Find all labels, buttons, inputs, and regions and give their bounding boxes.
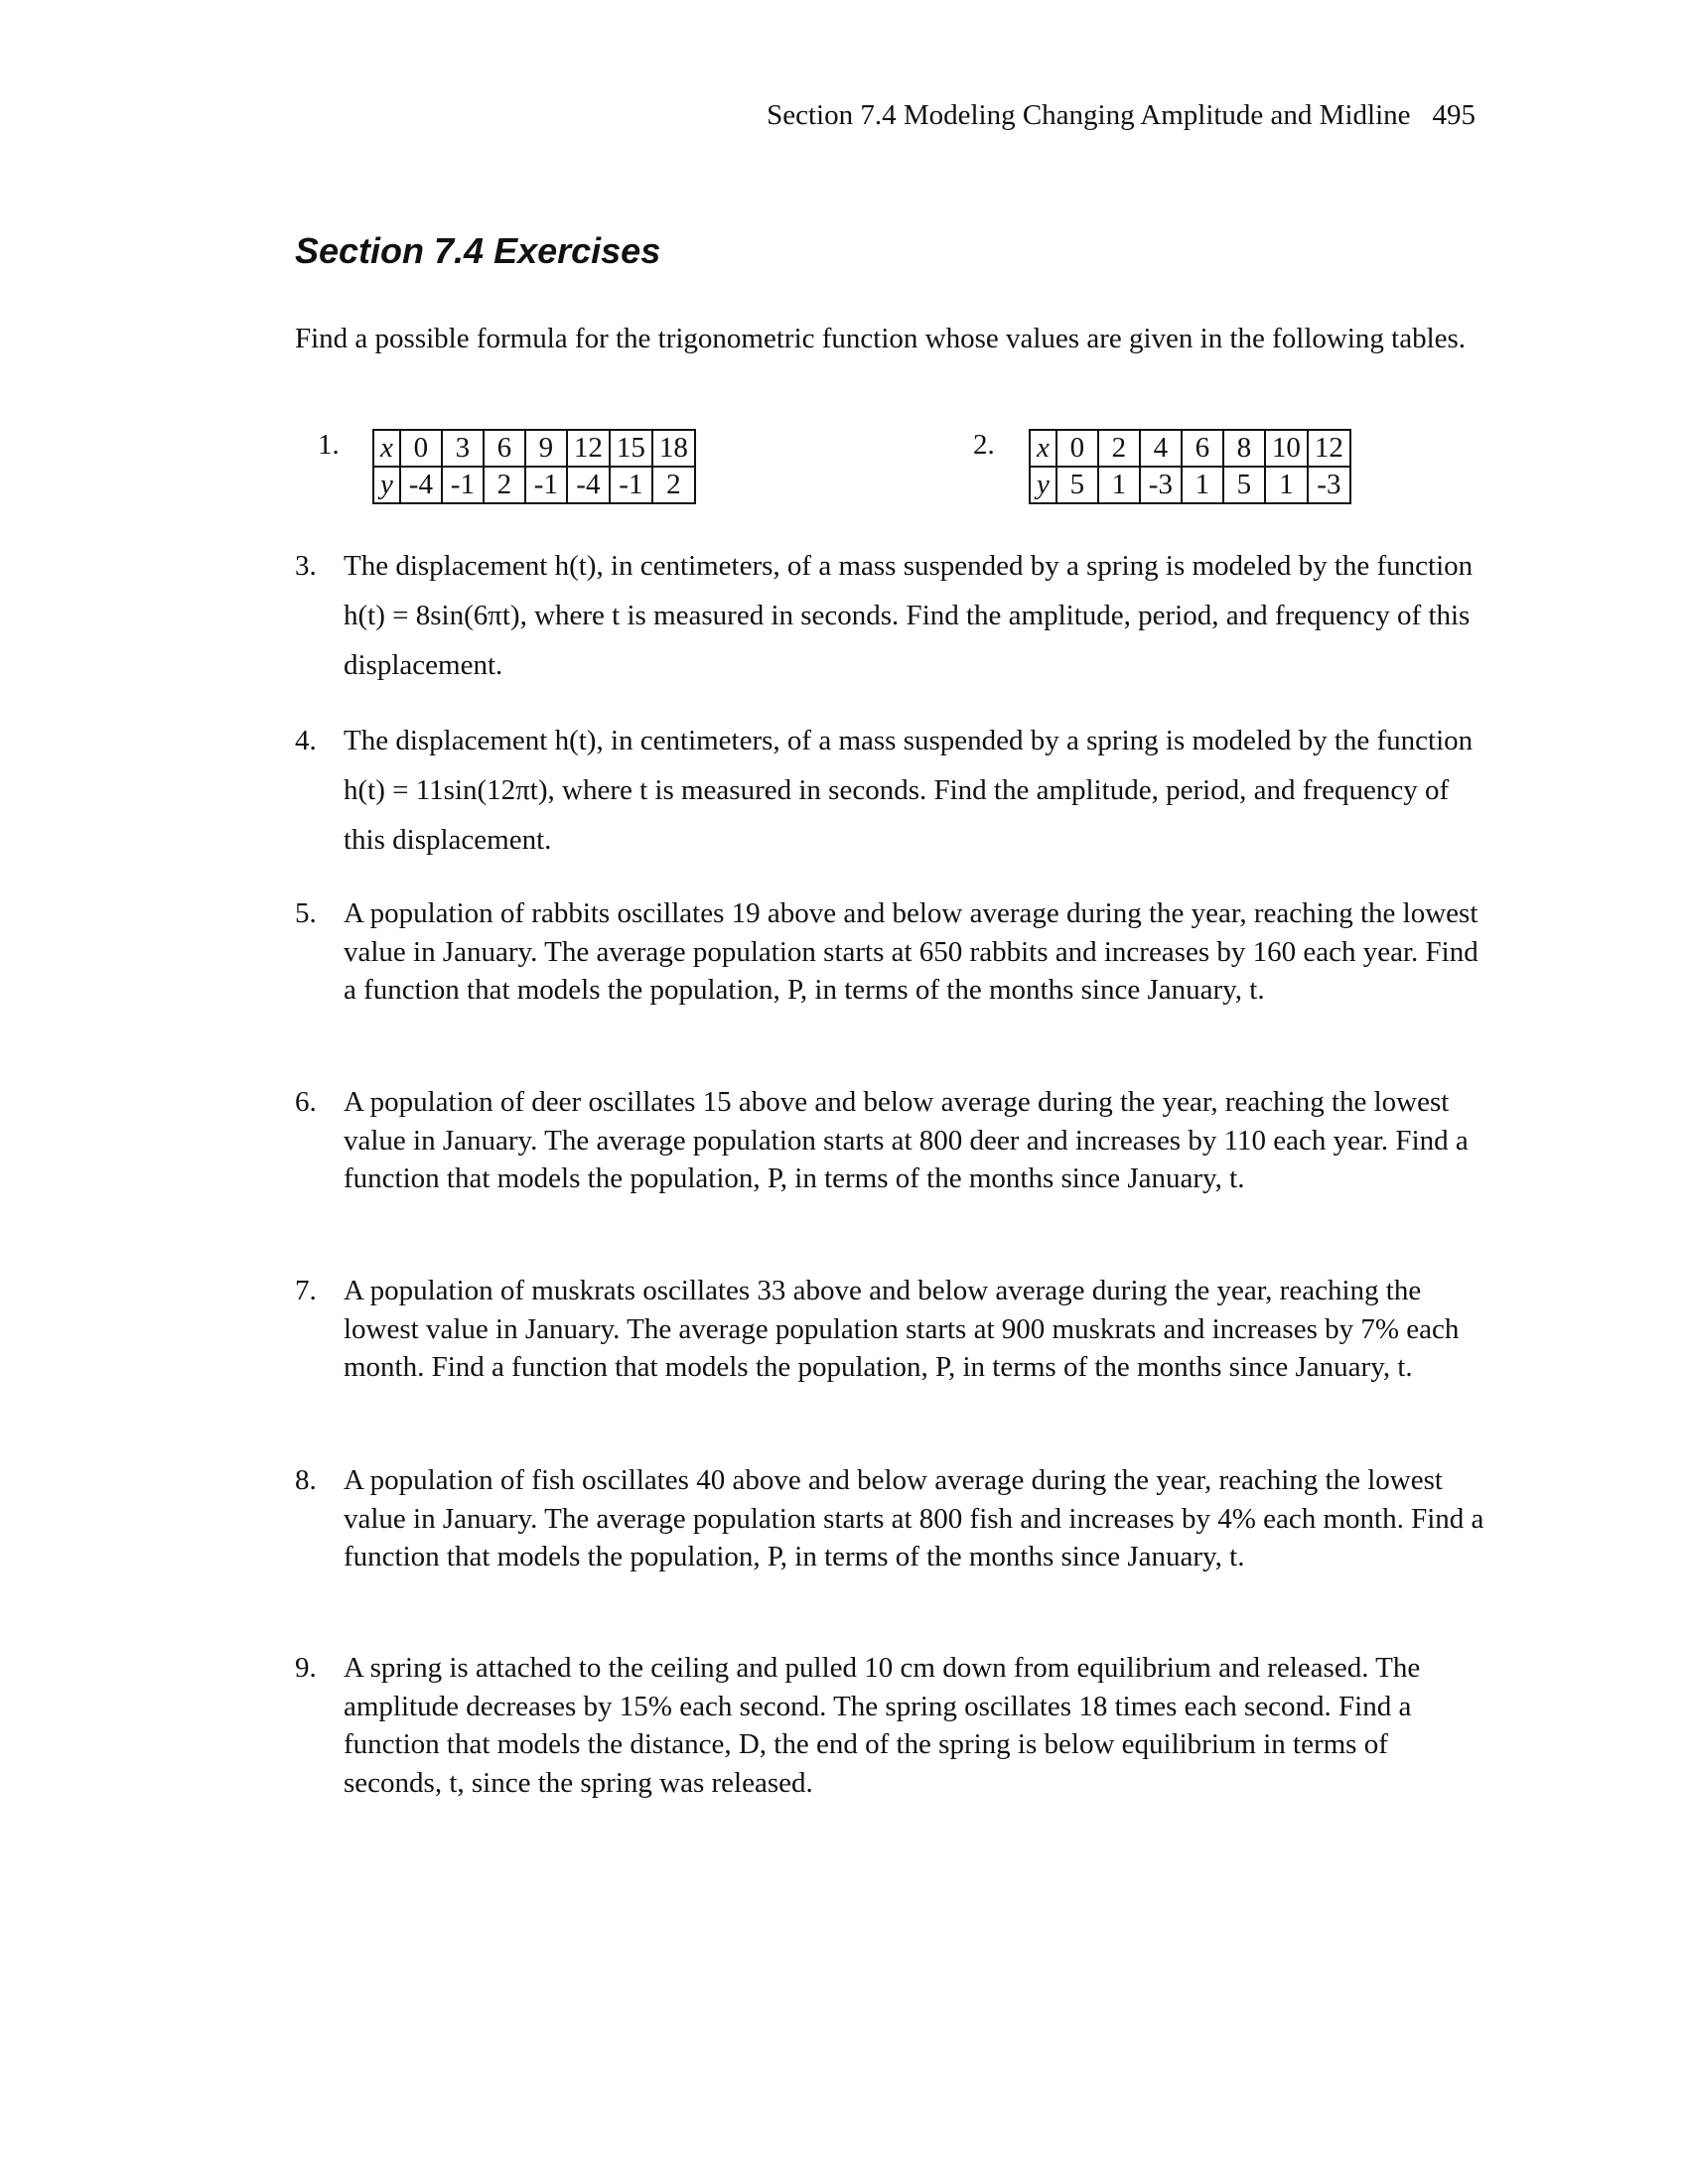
exercise-6 xyxy=(295,1083,1486,1198)
exercise-text: A population of rabbits oscillates 19 above and below average during the year, reaching the lowest value in January. The average population starts at 650 rabbits and increases by 160 each year. Find a function that models the population, P, in terms of the months since January, t. xyxy=(344,897,1478,1006)
table-cell: 5 xyxy=(1056,467,1098,503)
table-cell: -4 xyxy=(400,467,442,503)
exercise-9 xyxy=(295,1649,1486,1802)
table-cell: -1 xyxy=(442,467,484,503)
variable-label: y xyxy=(373,467,400,503)
table-cell: 0 xyxy=(400,430,442,467)
exercise-5 xyxy=(295,894,1486,1010)
exercise-number: 6. xyxy=(295,1086,317,1118)
exercise-7 xyxy=(295,1272,1486,1387)
table-cell: 1 xyxy=(1265,467,1308,503)
exercise-number: 4. xyxy=(295,725,317,756)
table-cell: 9 xyxy=(525,430,567,467)
exercise-number: 9. xyxy=(295,1652,317,1684)
values-table-1 xyxy=(372,429,696,504)
exercise-text: The displacement h(t), in centimeters, of a mass suspended by a spring is modeled by the function h(t) = 11sin(12πt), where t is measured in seconds. Find the amplitude, period, and frequency of this displacement. xyxy=(344,725,1474,856)
table-cell: 2 xyxy=(1098,430,1140,467)
section-title: Section 7.4 Exercises xyxy=(295,230,661,271)
exercise-text: A population of fish oscillates 40 above and below average during the year, reaching the lowest value in January. The average population starts at 800 fish and increases by 4% each month. Find a function that models the population, P, in terms of the months since January, t. xyxy=(344,1464,1484,1572)
instructions: Find a possible formula for the trigonometric function whose values are given in the following tables. xyxy=(295,323,1467,354)
exercise-number: 2. xyxy=(973,429,995,461)
table-cell: 12 xyxy=(1308,430,1350,467)
table-row-x xyxy=(373,430,695,467)
table-row-y xyxy=(373,467,695,503)
exercise-number: 7. xyxy=(295,1275,317,1306)
table-cell: -1 xyxy=(525,467,567,503)
table-cell: 15 xyxy=(610,430,652,467)
table-cell: 3 xyxy=(442,430,484,467)
table-cell: -3 xyxy=(1140,467,1182,503)
table-cell: 8 xyxy=(1223,430,1265,467)
values-table-2 xyxy=(1029,429,1351,504)
table-cell: 18 xyxy=(652,430,695,467)
page-number: 495 xyxy=(1432,99,1476,131)
exercise-text: A spring is attached to the ceiling and pulled 10 cm down from equilibrium and released. The amplitude decreases by 15% each second. The spring oscillates 18 times each second. Find a function that models the distance, D, the end of the spring is below equilibrium in terms of seconds, t, since the spring was released. xyxy=(344,1652,1421,1799)
exercise-4 xyxy=(295,716,1486,865)
table-cell: 10 xyxy=(1265,430,1308,467)
variable-label: x xyxy=(373,430,400,467)
exercise-text: A population of deer oscillates 15 above and below average during the year, reaching the lowest value in January. The average population starts at 800 deer and increases by 110 each year. Find a function that models the population, P, in terms of the months since January, t. xyxy=(344,1086,1469,1194)
variable-label: y xyxy=(1030,467,1056,503)
exercise-number: 3. xyxy=(295,550,317,582)
table-cell: 4 xyxy=(1140,430,1182,467)
table-row-x xyxy=(1030,430,1350,467)
exercise-8 xyxy=(295,1461,1486,1576)
table-cell: -4 xyxy=(567,467,610,503)
exercise-number: 5. xyxy=(295,897,317,929)
table-cell: 1 xyxy=(1098,467,1140,503)
table-cell: -1 xyxy=(610,467,652,503)
running-header xyxy=(767,99,1476,132)
table-cell: 6 xyxy=(1182,430,1223,467)
exercise-number: 1. xyxy=(318,429,340,461)
exercise-text: The displacement h(t), in centimeters, of a mass suspended by a spring is modeled by the function h(t) = 8sin(6πt), where t is measured in seconds. Find the amplitude, period, and frequency of this displacement. xyxy=(344,550,1474,681)
exercise-text: A population of muskrats oscillates 33 above and below average during the year, reaching the lowest value in January. The average population starts at 900 muskrats and increases by 7% each month. Find a function that models the population, P, in terms of the months since January, t. xyxy=(344,1275,1460,1383)
table-cell: 2 xyxy=(484,467,525,503)
table-cell: 1 xyxy=(1182,467,1223,503)
table-row-y xyxy=(1030,467,1350,503)
exercise-number: 8. xyxy=(295,1464,317,1496)
table-cell: 5 xyxy=(1223,467,1265,503)
exercise-3 xyxy=(295,541,1486,690)
table-cell: 0 xyxy=(1056,430,1098,467)
running-title: Section 7.4 Modeling Changing Amplitude and Midline xyxy=(767,99,1411,131)
table-cell: 2 xyxy=(652,467,695,503)
table-cell: 6 xyxy=(484,430,525,467)
variable-label: x xyxy=(1030,430,1056,467)
table-cell: 12 xyxy=(567,430,610,467)
table-cell: -3 xyxy=(1308,467,1350,503)
